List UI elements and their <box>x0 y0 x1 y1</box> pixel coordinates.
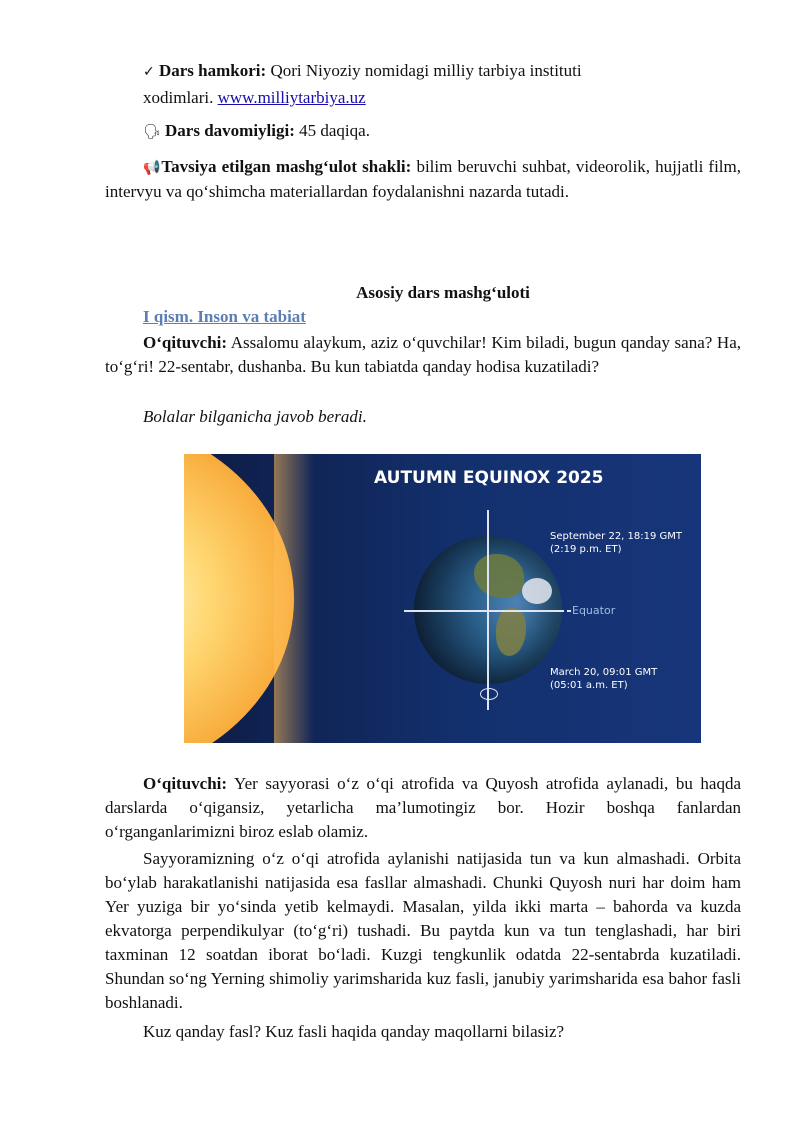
duration-label: Dars davomiyligi: <box>165 121 295 140</box>
speech-head-icon: 🗣 <box>143 124 161 140</box>
partner-line <box>143 59 741 84</box>
figure-label-top-1: September 22, 18:19 GMT <box>550 531 683 542</box>
format-text: bilim beruvchi suhbat, videorolik, hujjatli film, intervyu va qo‘shimcha materiallardan foydalanishni nazarda tutadi. <box>105 157 742 201</box>
format-label: Tavsiya etilgan mashg‘ulot shakli: <box>161 157 412 176</box>
duration-line <box>143 119 741 144</box>
figure-label-bottom-2: (05:01 a.m. ET) <box>550 680 628 691</box>
teacher-label-1: O‘qituvchi: <box>143 333 228 352</box>
check-icon: ✓ <box>143 64 155 80</box>
body-paragraph: Sayyoramizning o‘z o‘qi atrofida aylanishi natijasida tun va kun almashadi. Orbita bo‘ylab harakatlanishi natijasida esa fasllar almashadi. Chunki Quyosh nuri har doim ham Yer yuziga bir yo‘sinda yetib kelmaydi. Masalan, yilda ikki marta – bahorda va kuzda ekvatorga perpendikulyar (to‘g‘ri) tushadi. Bu paytda kun va tun tenglashadi, har biri taxminan 12 soatdan iborat bo‘ladi. Kuzgi tengkunlik odatda 22-sentabrda kuzatiladi. Shundan so‘ng Yerning shimoliy yarimsharida kuz fasli, janubiy yarimsharida esa bahor fasli boshlanadi. <box>105 849 741 1012</box>
teacher-text-1: Assalomu alaykum, aziz o‘quvchilar! Kim biladi, bugun qanday sana? Ha, to‘g‘ri! 22-sentabr, dushanba. Bu kun tabiatda qanday hodisa kuzatiladi? <box>105 333 741 376</box>
teacher-paragraph-1 <box>105 331 741 379</box>
equator-label: Equator <box>572 604 616 617</box>
rotation-arrow-icon <box>480 688 498 700</box>
partner-link[interactable]: www.milliytarbiya.uz <box>217 88 366 107</box>
equator-pointer <box>567 610 571 612</box>
partner-label: Dars hamkori: <box>158 61 267 80</box>
partner-text: Qori Niyoziy nomidagi milliy tarbiya instituti <box>266 61 582 80</box>
land-mass <box>496 608 526 656</box>
format-paragraph <box>105 155 741 204</box>
equinox-figure <box>184 454 701 743</box>
megaphone-icon: 📢 <box>143 160 162 176</box>
sun-glow <box>274 454 314 743</box>
figure-label-top-2: (2:19 p.m. ET) <box>550 544 622 555</box>
equator-line <box>404 610 564 612</box>
figure-title: AUTUMN EQUINOX 2025 <box>374 468 604 488</box>
teacher-text-2: Yer sayyorasi o‘z o‘qi atrofida va Quyosh atrofida aylanadi, bu haqda darslarda o‘qigansiz, yetarlicha ma’lumotingiz bor. Hozir boshqa fanlardan o‘rganganlarimizni biroz eslab olamiz. <box>105 774 741 841</box>
figure-label-bottom-1: March 20, 09:01 GMT <box>550 667 658 678</box>
section-title: Asosiy dars mashg‘uloti <box>356 283 530 302</box>
partner-text-2: xodimlari. <box>143 88 218 107</box>
part-title: I qism. Inson va tabiat <box>143 307 306 326</box>
duration-value: 45 daqiqa. <box>294 121 370 140</box>
partner-line-2 <box>143 86 741 110</box>
teacher-label-2: O‘qituvchi: <box>143 774 228 793</box>
question-paragraph: Kuz qanday fasl? Kuz fasli haqida qanday maqollarni bilasiz? <box>143 1022 565 1041</box>
figure-label-bottom <box>550 666 657 692</box>
student-note: Bolalar bilganicha javob beradi. <box>143 407 367 426</box>
teacher-paragraph-2 <box>105 772 741 844</box>
land-mass <box>474 554 524 598</box>
figure-label-top <box>550 530 682 556</box>
cloud-mass <box>522 578 552 604</box>
